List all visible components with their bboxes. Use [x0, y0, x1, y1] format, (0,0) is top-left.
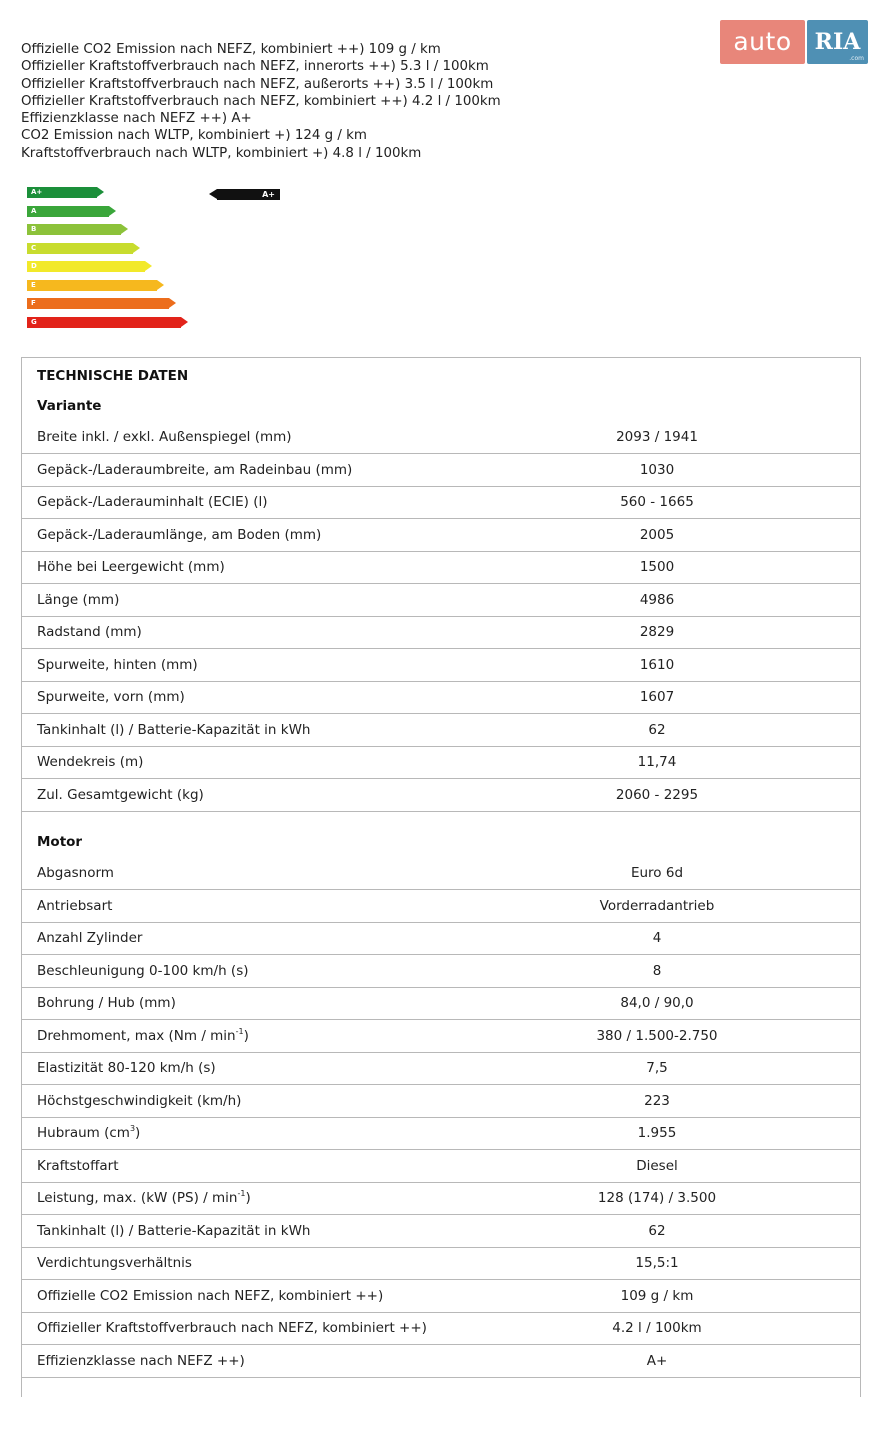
efficiency-bar-a	[27, 206, 109, 217]
efficiency-label	[27, 187, 287, 337]
emission-line: Offizieller Kraftstoffverbrauch nach NEFZ, außerorts ++) 3.5 l / 100km	[21, 76, 494, 92]
row-label-text: Spurweite, vorn (mm)	[37, 689, 185, 705]
autoria-logo[interactable]	[720, 20, 868, 66]
row-label	[37, 585, 119, 616]
efficiency-bar-d	[27, 261, 145, 272]
table-row	[22, 715, 860, 747]
row-label	[37, 650, 198, 681]
table-row	[22, 1313, 860, 1345]
row-value: 1500	[639, 559, 675, 575]
table-row	[22, 891, 860, 923]
row-label	[37, 956, 249, 987]
row-label	[37, 780, 204, 811]
emissions-summary	[21, 41, 621, 162]
row-value: 84,0 / 90,0	[620, 995, 694, 1011]
table-row	[22, 650, 860, 682]
row-value: 109 g / km	[620, 1287, 694, 1304]
row-label-text: Elastizität 80-120 km/h (s)	[37, 1060, 216, 1076]
row-label-superscript: -1	[237, 1189, 246, 1198]
row-label-text: Antriebsart	[37, 897, 113, 914]
row-label	[37, 1281, 383, 1312]
efficiency-bar-label: A	[31, 206, 37, 215]
emission-line: Effizienzklasse nach NEFZ ++) A+	[21, 111, 252, 127]
table-row	[22, 1183, 860, 1215]
row-label-text: Gepäck-/Laderaumlänge, am Boden (mm)	[37, 526, 322, 543]
efficiency-bar-label: D	[31, 262, 37, 270]
row-value: 7,5	[646, 1060, 668, 1076]
row-label	[37, 1183, 251, 1214]
table-row	[22, 617, 860, 649]
technical-data-table	[21, 357, 861, 1397]
table-row	[22, 682, 860, 714]
row-value: Diesel	[636, 1157, 678, 1174]
row-label-text: Breite inkl. / exkl. Außenspiegel (mm)	[37, 429, 292, 445]
row-label	[37, 715, 311, 746]
table-row	[22, 520, 860, 552]
row-value: 223	[644, 1092, 670, 1109]
logo-ria-text: RIA	[814, 29, 861, 55]
row-label	[37, 1118, 140, 1149]
row-label	[37, 923, 142, 954]
row-value: 2093 / 1941	[616, 429, 698, 445]
emission-line: CO2 Emission nach WLTP, kombiniert +) 124 g / km	[21, 128, 367, 144]
row-label	[37, 617, 142, 648]
row-label	[37, 455, 352, 486]
row-label-superscript: 3	[129, 1124, 136, 1133]
row-label-text: Hubraum (cm	[37, 1125, 130, 1141]
table-row	[22, 1086, 860, 1118]
row-value: 1607	[639, 689, 675, 705]
row-label-text: Effizienzklasse nach NEFZ ++)	[37, 1352, 245, 1369]
row-label-text: Beschleunigung 0-100 km/h (s)	[37, 962, 249, 979]
table-row	[22, 1248, 860, 1280]
table-row	[22, 1021, 860, 1053]
efficiency-bar-c	[27, 243, 133, 254]
table-row	[22, 747, 860, 779]
row-value: 4	[652, 930, 662, 946]
table-row	[22, 1151, 860, 1183]
row-label	[37, 682, 185, 713]
row-label-text: Bohrung / Hub (mm)	[37, 995, 176, 1011]
table-row	[22, 552, 860, 584]
row-label	[37, 487, 268, 518]
row-label-text: Radstand (mm)	[37, 624, 142, 640]
row-value: 128 (174) / 3.500	[597, 1190, 717, 1206]
row-value: 1.955	[637, 1125, 677, 1141]
row-value: 2829	[639, 624, 675, 640]
row-value: 380 / 1.500-2.750	[596, 1027, 718, 1044]
row-label	[37, 891, 112, 922]
row-label-text: Offizielle CO2 Emission nach NEFZ, kombiniert ++)	[37, 1287, 384, 1304]
row-value: A+	[646, 1352, 668, 1369]
row-label-text: Zul. Gesamtgewicht (kg)	[37, 786, 204, 803]
efficiency-bar-label: A+	[31, 188, 43, 196]
row-label	[37, 552, 225, 583]
table-row	[22, 1118, 860, 1150]
emission-line: Offizieller Kraftstoffverbrauch nach NEFZ, kombiniert ++) 4.2 l / 100km	[21, 93, 501, 109]
table-row	[22, 1346, 860, 1378]
row-label	[37, 422, 292, 453]
efficiency-bar-label: E	[31, 280, 36, 289]
emission-line: Offizieller Kraftstoffverbrauch nach NEFZ, innerorts ++) 5.3 l / 100km	[21, 59, 489, 75]
table-row	[22, 780, 860, 812]
row-label-end: )	[245, 1190, 251, 1206]
row-label	[37, 858, 114, 889]
logo-com-text: .com	[849, 55, 864, 62]
row-value: 62	[648, 1222, 666, 1239]
row-value: 2005	[639, 526, 675, 543]
row-value: 8	[652, 962, 662, 979]
logo-ria-part	[807, 20, 868, 64]
table-row	[22, 956, 860, 988]
table-title: TECHNISCHE DATEN	[37, 368, 189, 384]
row-label-text: Spurweite, hinten (mm)	[37, 656, 198, 673]
row-value: 1030	[639, 461, 675, 478]
efficiency-current-indicator	[217, 189, 280, 200]
row-label	[37, 1021, 249, 1052]
row-value: 4.2 l / 100km	[612, 1320, 702, 1336]
table-row	[22, 585, 860, 617]
row-label-text: Tankinhalt (l) / Batterie-Kapazität in kWh	[37, 1222, 311, 1239]
row-label	[37, 747, 143, 778]
row-label	[37, 520, 321, 551]
row-value: 2060 - 2295	[615, 786, 699, 803]
efficiency-bar-b	[27, 224, 121, 235]
efficiency-bar-aplus	[27, 187, 97, 198]
row-value: 15,5:1	[635, 1255, 679, 1271]
efficiency-bar-label: G	[31, 317, 37, 326]
row-value: 11,74	[637, 754, 677, 770]
row-label	[37, 1248, 192, 1279]
row-label-end: )	[243, 1027, 249, 1044]
row-label-text: Drehmoment, max (Nm / min	[37, 1027, 236, 1044]
row-label-text: Verdichtungsverhältnis	[37, 1255, 192, 1271]
row-label	[37, 1346, 245, 1377]
row-label-text: Offizieller Kraftstoffverbrauch nach NEFZ, kombiniert ++)	[37, 1320, 427, 1336]
table-row	[22, 858, 860, 890]
row-value: 4986	[639, 591, 675, 608]
table-row	[22, 988, 860, 1020]
efficiency-bar-label: F	[31, 299, 36, 307]
row-label-text: Kraftstoffart	[37, 1157, 119, 1174]
row-label	[37, 988, 176, 1019]
row-value: Vorderradantrieb	[599, 897, 715, 914]
row-label-text: Gepäck-/Laderauminhalt (ECIE) (l)	[37, 494, 268, 510]
row-label-text: Abgasnorm	[37, 865, 114, 881]
table-row	[22, 1281, 860, 1313]
row-label-text: Anzahl Zylinder	[37, 930, 143, 946]
section-title-motor: Motor	[37, 834, 83, 850]
row-label	[37, 1216, 311, 1247]
row-label	[37, 1151, 119, 1182]
emission-line: Offizielle CO2 Emission nach NEFZ, kombiniert ++) 109 g / km	[21, 42, 441, 57]
table-row	[22, 455, 860, 487]
row-label-text: Wendekreis (m)	[37, 754, 144, 770]
row-label	[37, 1313, 427, 1344]
row-label-text: Länge (mm)	[37, 591, 120, 608]
row-label-end: )	[135, 1125, 141, 1141]
row-label-text: Höchstgeschwindigkeit (km/h)	[37, 1092, 242, 1109]
table-row	[22, 923, 860, 955]
row-label	[37, 1053, 216, 1084]
efficiency-bar-e	[27, 280, 157, 291]
row-value: 560 - 1665	[620, 494, 694, 510]
table-row	[22, 487, 860, 519]
table-row	[22, 1216, 860, 1248]
section-title-variante: Variante	[37, 398, 102, 414]
row-label-text: Leistung, max. (kW (PS) / min	[37, 1190, 238, 1206]
logo-auto-part: auto	[720, 20, 805, 64]
efficiency-bar-label: B	[31, 225, 37, 233]
row-label-text: Gepäck-/Laderaumbreite, am Radeinbau (mm)	[37, 461, 353, 478]
efficiency-bar-g	[27, 317, 181, 328]
row-value: 1610	[639, 656, 675, 673]
row-label-text: Tankinhalt (l) / Batterie-Kapazität in kWh	[37, 721, 311, 738]
emission-line: Kraftstoffverbrauch nach WLTP, kombiniert +) 4.8 l / 100km	[21, 145, 422, 161]
table-row	[22, 422, 860, 454]
efficiency-bar-f	[27, 298, 169, 309]
row-label	[37, 1086, 241, 1117]
row-label-superscript: -1	[235, 1026, 244, 1036]
efficiency-current-label: A+	[262, 190, 275, 199]
table-row	[22, 1053, 860, 1085]
row-value: 62	[648, 721, 666, 738]
row-value: Euro 6d	[630, 865, 684, 881]
efficiency-bar-label: C	[31, 243, 37, 252]
row-label-text: Höhe bei Leergewicht (mm)	[37, 559, 225, 575]
